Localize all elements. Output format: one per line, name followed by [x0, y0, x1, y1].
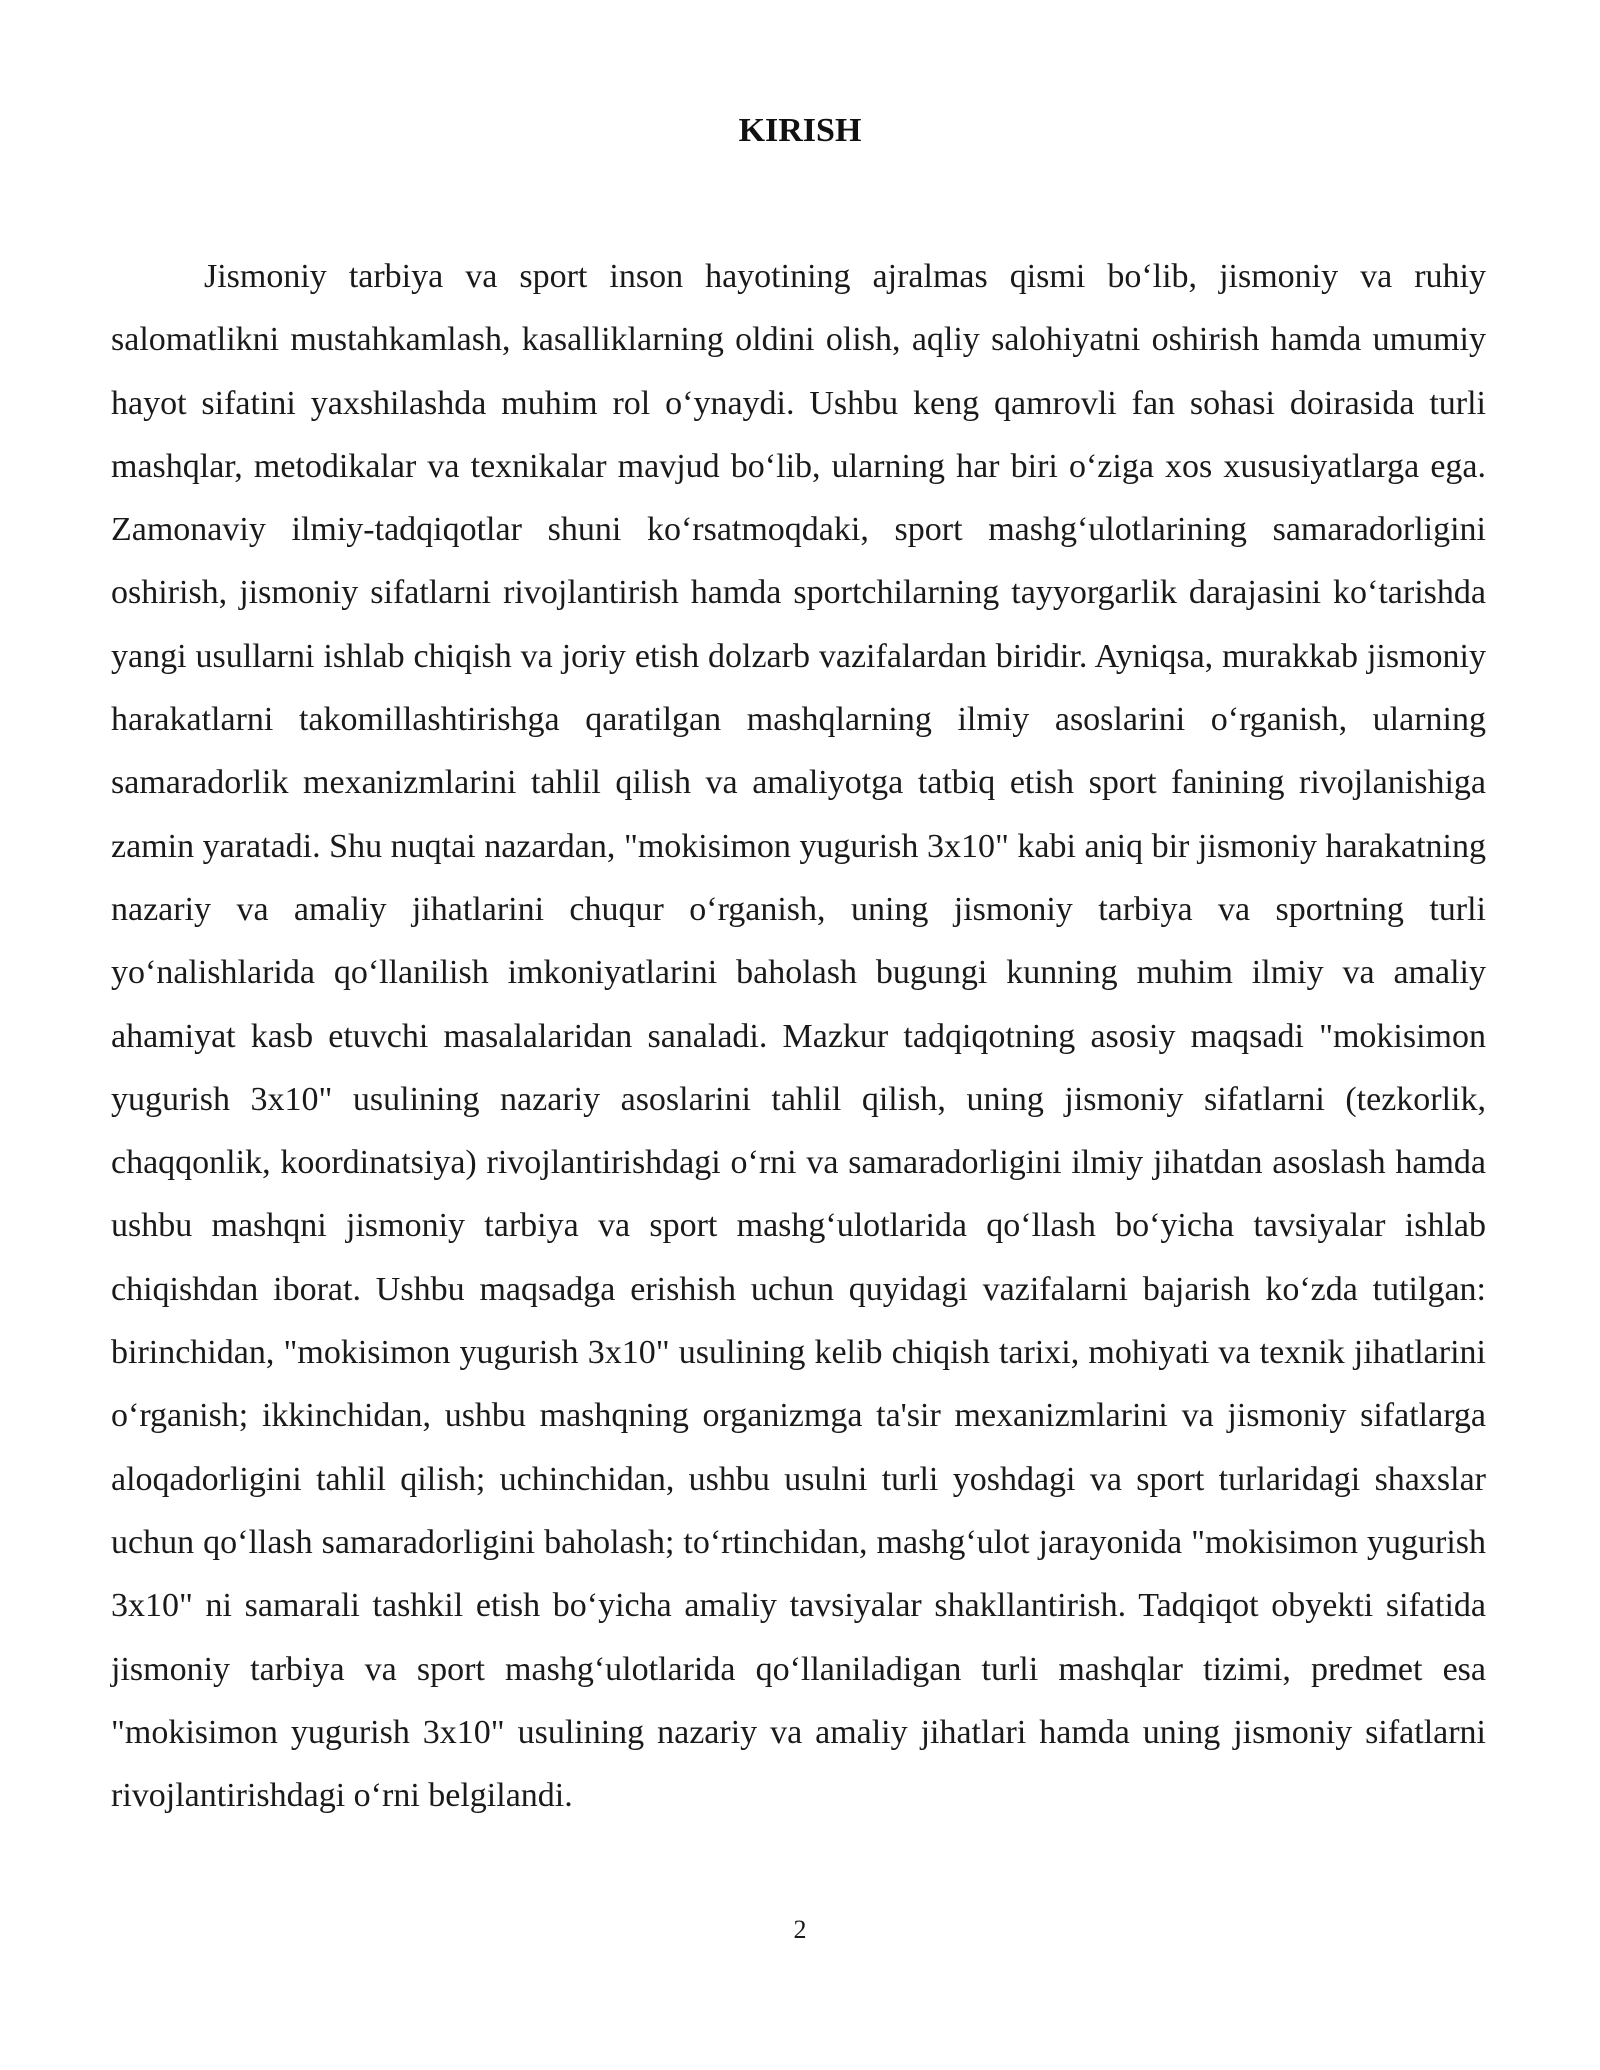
- body-paragraph: Jismoniy tarbiya va sport inson hayotining ajralmas qismi bo‘lib, jismoniy va ruhiy salomatlikni mustahkamlash, kasalliklarning oldini olish, aqliy salohiyatni oshirish hamda umumiy hayot sifatini yaxshilashda muhim rol o‘ynaydi. Ushbu keng qamrovli fan sohasi doirasida turli mashqlar, metodikalar va texnikalar mavjud bo‘lib, ularning har biri o‘ziga xos xususiyatlarga ega. Zamonaviy ilmiy-tadqiqotlar shuni ko‘rsatmoqdaki, sport mashg‘ulotlarining samaradorligini oshirish, jismoniy sifatlarni rivojlantirish hamda sportchilarning tayyorgarlik darajasini ko‘tarishda yangi usullarni ishlab chiqish va joriy etish dolzarb vazifalardan biridir. Ayniqsa, murakkab jismoniy harakatlarni takomillashtirishga qaratilgan mashqlarning ilmiy asoslarini o‘rganish, ularning samaradorlik mexanizmlarini tahlil qilish va amaliyotga tatbiq etish sport fanining rivojlanishiga zamin yaratadi. Shu nuqtai nazardan, "mokisimon yugurish 3x10" kabi aniq bir jismoniy harakatning nazariy va amaliy jihatlarini chuqur o‘rganish, uning jismoniy tarbiya va sportning turli yo‘nalishlarida qo‘llanilish imkoniyatlarini baholash bugungi kunning muhim ilmiy va amaliy ahamiyat kasb etuvchi masalalaridan sanaladi. Mazkur tadqiqotning asosiy maqsadi "mokisimon yugurish 3x10" usulining nazariy asoslarini tahlil qilish, uning jismoniy sifatlarni (tezkorlik, chaqqonlik, koordinatsiya) rivojlantirishdagi o‘rni va samaradorligini ilmiy jihatdan asoslash hamda ushbu mashqni jismoniy tarbiya va sport mashg‘ulotlarida qo‘llash bo‘yicha tavsiyalar ishlab chiqishdan iborat. Ushbu maqsadga erishish uchun quyidagi vazifalarni bajarish ko‘zda tutilgan: birinchidan, "mokisimon yugurish 3x10" usulining kelib chiqish tarixi, mohiyati va texnik jihatlarini o‘rganish; ikkinchidan, ushbu mashqning organizmga ta'sir mexanizmlarini va jismoniy sifatlarga aloqadorligini tahlil qilish; uchinchidan, ushbu usulni turli yoshdagi va sport turlaridagi shaxslar uchun qo‘llash samaradorligini baholash; to‘rtinchidan, mashg‘ulot jarayonida "mokisimon yugurish 3x10" ni samarali tashkil etish bo‘yicha amaliy tavsiyalar shakllantirish. Tadqiqot obyekti sifatida jismoniy tarbiya va sport mashg‘ulotlarida qo‘llaniladigan turli mashqlar tizimi, predmet esa "mokisimon yugurish 3x10" usulining nazariy va amaliy jihatlari hamda uning jismoniy sifatlarni rivojlantirishdagi o‘rni belgilandi.: [111, 258, 1486, 1815]
- page-title: KIRISH: [738, 112, 862, 149]
- page-number: 2: [793, 1915, 807, 1944]
